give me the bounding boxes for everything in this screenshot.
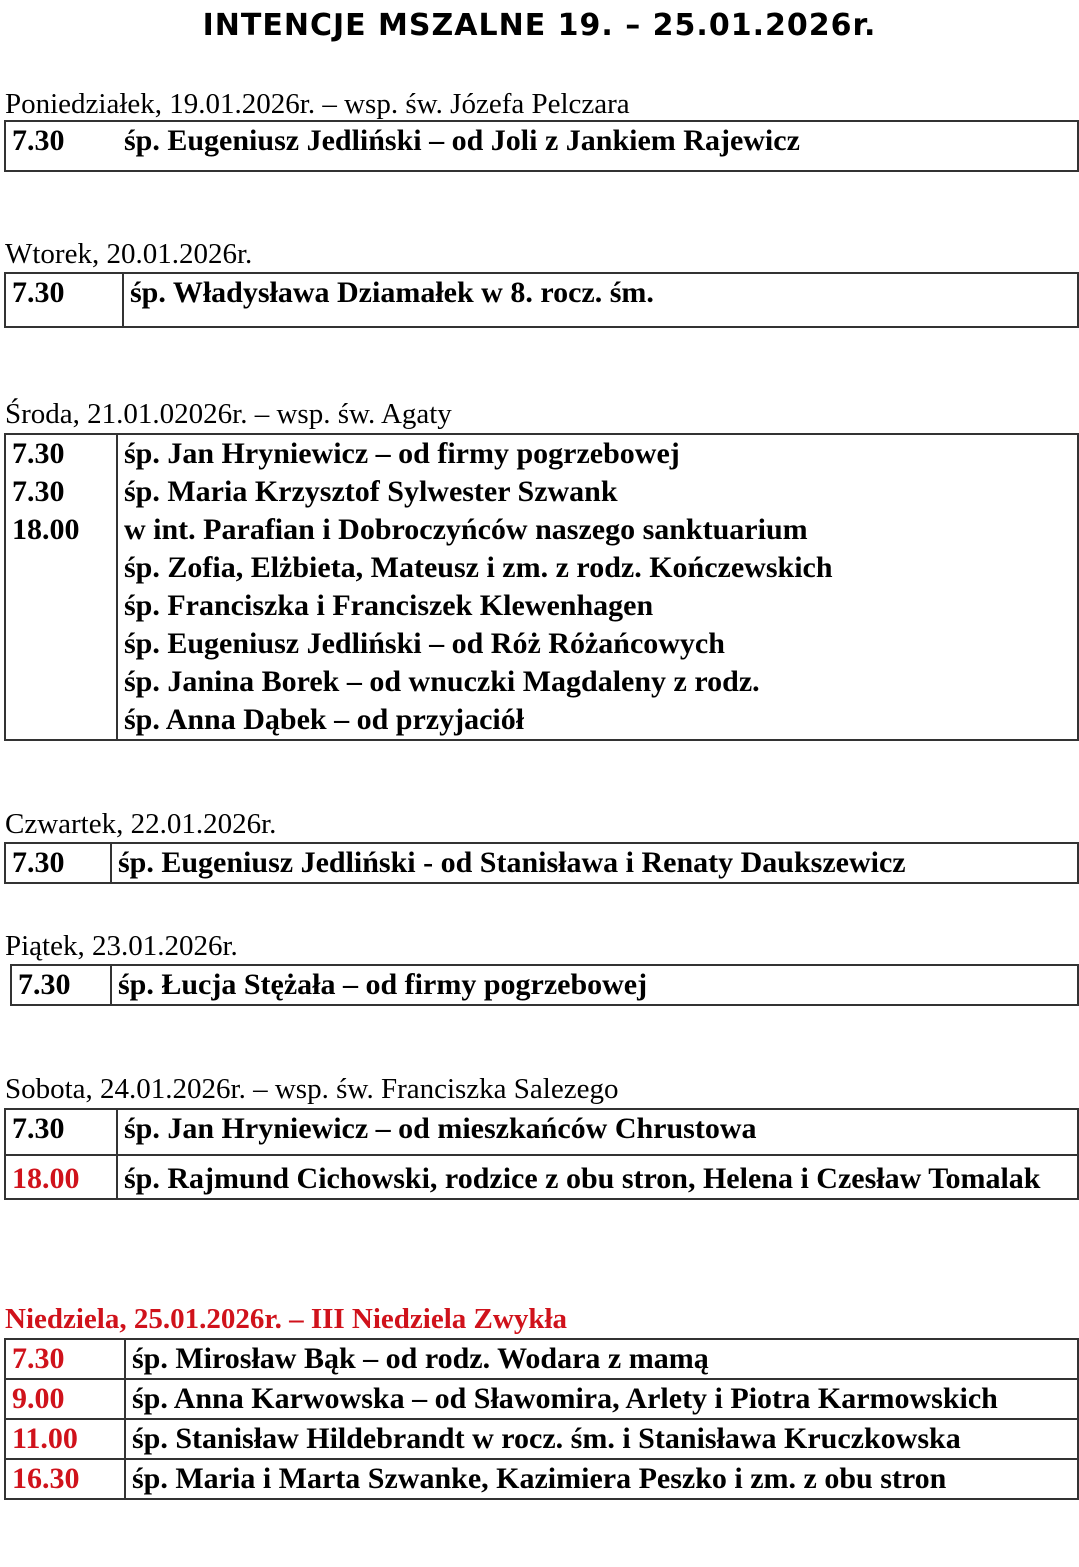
- mass-time: 18.00: [5, 1155, 117, 1199]
- intention-text: śp. Anna Karwowska – od Sławomira, Arlety i Piotra Karmowskich: [125, 1379, 1078, 1419]
- mass-time: 7.30: [5, 273, 123, 327]
- day-heading-sunday: Niedziela, 25.01.2026r. – III Niedziela Zwykła: [5, 1303, 568, 1335]
- intention-text: w int. Parafian i Dobroczyńców naszego sanktuarium: [124, 513, 808, 546]
- intention-text: śp. Eugeniusz Jedliński - od Stanisława i Renaty Daukszewicz: [111, 843, 1078, 883]
- day-heading-friday: Piątek, 23.01.2026r.: [5, 930, 238, 962]
- intention-text: śp. Eugeniusz Jedliński – od Joli z Jankiem Rajewicz: [124, 124, 800, 157]
- intention-text: śp. Mirosław Bąk – od rodz. Wodara z mamą: [125, 1339, 1078, 1379]
- mass-time: 7.30: [5, 1339, 125, 1379]
- intention-text: śp. Eugeniusz Jedliński – od Róż Różańcowych: [124, 627, 725, 660]
- table-row: [5, 1419, 1078, 1459]
- day-heading-saturday: Sobota, 24.01.2026r. – wsp. św. Franciszka Salezego: [5, 1073, 619, 1105]
- intention-text: śp. Maria i Marta Szwanke, Kazimiera Peszko i zm. z obu stron: [125, 1459, 1078, 1499]
- intentions-table-tuesday: [4, 272, 1079, 328]
- mass-time: 7.30: [12, 124, 65, 157]
- intentions-table-saturday: [4, 1108, 1079, 1200]
- intention-text: śp. Zofia, Elżbieta, Mateusz i zm. z rodz. Kończewskich: [124, 551, 833, 584]
- intention-text: śp. Władysława Dziamałek w 8. rocz. śm.: [123, 273, 1078, 327]
- mass-time: 7.30: [5, 843, 111, 883]
- table-row: [11, 965, 1078, 1005]
- intentions-table-sunday: [4, 1338, 1079, 1500]
- mass-time: 7.30: [12, 437, 65, 470]
- mass-time: 11.00: [5, 1419, 125, 1459]
- intentions-table-friday: [10, 964, 1079, 1006]
- intentions-table-monday: [4, 120, 1079, 172]
- table-row: [5, 1379, 1078, 1419]
- mass-times-cell: [5, 434, 117, 740]
- mass-time: 7.30: [5, 1109, 117, 1155]
- table-row: [5, 273, 1078, 327]
- intention-text: śp. Łucja Stężała – od firmy pogrzebowej: [111, 965, 1078, 1005]
- day-heading-tuesday: Wtorek, 20.01.2026r.: [5, 238, 253, 270]
- day-heading-monday: Poniedziałek, 19.01.2026r. – wsp. św. Józefa Pelczara: [5, 88, 630, 120]
- intention-row: [5, 121, 1078, 171]
- intention-text: śp. Franciszka i Franciszek Klewenhagen: [124, 589, 654, 622]
- intentions-cell: [117, 434, 1078, 740]
- mass-time: 9.00: [5, 1379, 125, 1419]
- table-row: [5, 1109, 1078, 1155]
- table-row: [5, 1459, 1078, 1499]
- table-row: [5, 1339, 1078, 1379]
- intentions-table-wednesday: [4, 433, 1079, 741]
- mass-time: 7.30: [12, 475, 65, 508]
- mass-time: 18.00: [12, 513, 80, 546]
- table-row: [5, 434, 1078, 740]
- day-heading-wednesday: Środa, 21.01.02026r. – wsp. św. Agaty: [5, 398, 452, 430]
- table-row: [5, 843, 1078, 883]
- intention-text: śp. Stanisław Hildebrandt w rocz. śm. i Stanisława Kruczkowska: [125, 1419, 1078, 1459]
- day-heading-thursday: Czwartek, 22.01.2026r.: [5, 808, 277, 840]
- intention-text: śp. Janina Borek – od wnuczki Magdaleny z rodz.: [124, 665, 760, 698]
- mass-time: 7.30: [11, 965, 111, 1005]
- intention-text: śp. Jan Hryniewicz – od firmy pogrzebowej: [124, 437, 680, 470]
- table-row: [5, 121, 1078, 171]
- intention-text: śp. Jan Hryniewicz – od mieszkańców Chrustowa: [117, 1109, 1078, 1155]
- mass-time: 16.30: [5, 1459, 125, 1499]
- intention-text: śp. Anna Dąbek – od przyjaciół: [124, 703, 525, 736]
- page-title: INTENCJE MSZALNE 19. – 25.01.2026r.: [202, 8, 877, 43]
- intention-text: śp. Maria Krzysztof Sylwester Szwank: [124, 475, 618, 508]
- table-row: [5, 1155, 1078, 1199]
- intention-text: śp. Rajmund Cichowski, rodzice z obu stron, Helena i Czesław Tomalak: [117, 1155, 1078, 1199]
- intentions-table-thursday: [4, 842, 1079, 884]
